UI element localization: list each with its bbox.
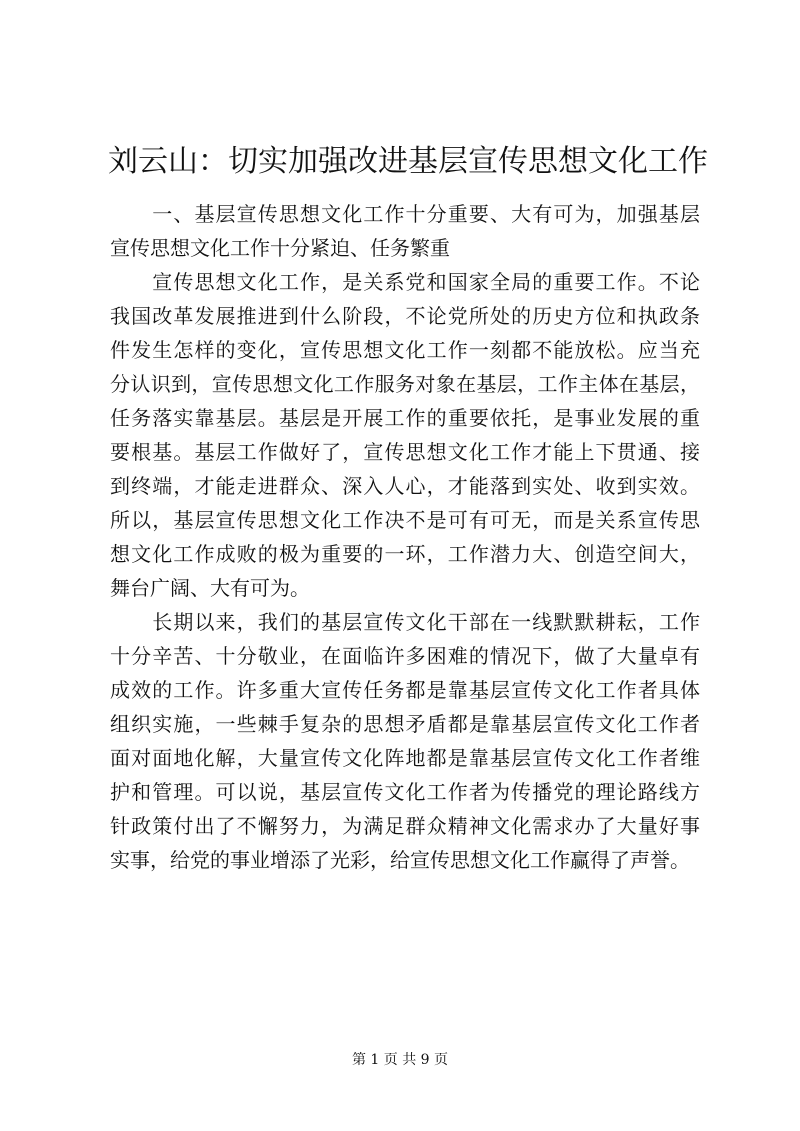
paragraph-2 xyxy=(110,265,700,605)
text-line: 十分辛苦、十分敬业，在面临许多困难的情况下，做了大量卓有 xyxy=(110,644,700,668)
text-line: 想文化工作成败的极为重要的一环，工作潜力大、创造空间大， xyxy=(110,542,700,566)
text-line: 舞台广阔、大有可为。 xyxy=(110,576,310,600)
text-line: 实事，给党的事业增添了光彩，给宣传思想文化工作赢得了声誉。 xyxy=(110,848,690,872)
text-line: 一、基层宣传思想文化工作十分重要、大有可为，加强基层 xyxy=(110,202,700,226)
text-line: 成效的工作。许多重大宣传任务都是靠基层宣传文化工作者具体 xyxy=(110,678,700,702)
text-line: 针政策付出了不懈努力，为满足群众精神文化需求办了大量好事 xyxy=(110,814,700,838)
text-line: 面对面地化解，大量宣传文化阵地都是靠基层宣传文化工作者维 xyxy=(110,746,700,770)
text-line: 护和管理。可以说，基层宣传文化工作者为传播党的理论路线方 xyxy=(110,780,700,804)
text-line: 长期以来，我们的基层宣传文化干部在一线默默耕耘，工作 xyxy=(110,610,700,634)
document-body xyxy=(110,197,700,877)
text-line: 组织实施，一些棘手复杂的思想矛盾都是靠基层宣传文化工作者 xyxy=(110,712,700,736)
text-line: 我国改革发展推进到什么阶段，不论党所处的历史方位和执政条 xyxy=(110,304,700,328)
paragraph-3 xyxy=(110,605,700,877)
text-line: 所以，基层宣传思想文化工作决不是可有可无，而是关系宣传思 xyxy=(110,508,700,532)
page-title: 刘云山：切实加强改进基层宣传思想文化工作 xyxy=(108,144,708,179)
text-line: 宣传思想文化工作，是关系党和国家全局的重要工作。不论 xyxy=(110,270,700,294)
text-line: 到终端，才能走进群众、深入人心，才能落到实处、收到实效。 xyxy=(110,474,700,498)
text-line: 件发生怎样的变化，宣传思想文化工作一刻都不能放松。应当充 xyxy=(110,338,700,362)
text-line: 分认识到，宣传思想文化工作服务对象在基层，工作主体在基层， xyxy=(110,372,700,396)
paragraph-1 xyxy=(110,197,700,265)
text-line: 宣传思想文化工作十分紧迫、任务繁重 xyxy=(110,236,450,260)
text-line: 任务落实靠基层。基层是开展工作的重要依托，是事业发展的重 xyxy=(110,406,700,430)
page-footer: 第 1 页 共 9 页 xyxy=(351,1052,449,1068)
text-line: 要根基。基层工作做好了，宣传思想文化工作才能上下贯通、接 xyxy=(110,440,700,464)
